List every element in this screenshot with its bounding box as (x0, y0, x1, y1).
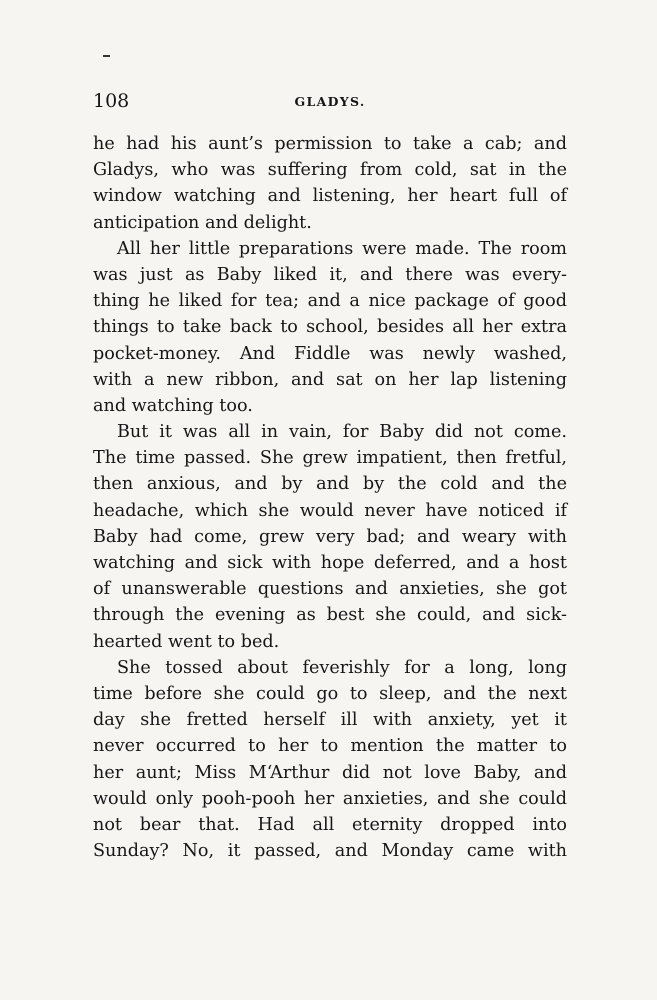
text-line: Baby had come, grew very bad; and weary with (93, 526, 567, 547)
text-line: Gladys, who was suffering from cold, sat in the (93, 160, 567, 181)
text-line: All her little preparations were made. The room (117, 238, 567, 259)
running-title: GLADYS. (294, 94, 366, 109)
text-line: was just as Baby liked it, and there was every- (93, 264, 567, 285)
text-line: day she fretted herself ill with anxiety, yet it (93, 710, 567, 731)
page-number: 108 (93, 90, 130, 112)
text-line: never occurred to her to mention the matter to (93, 736, 567, 757)
text-line: But it was all in vain, for Baby did not come. (117, 422, 567, 443)
text-line: She tossed about feverishly for a long, long (117, 657, 567, 678)
text-line: pocket-money. And Fiddle was newly washed, (93, 343, 567, 364)
text-line: time before she could go to sleep, and the next (93, 683, 567, 704)
text-line: he had his aunt’s permission to take a cab; and (93, 134, 567, 154)
paragraph (93, 419, 567, 655)
text-line: her aunt; Miss M‘Arthur did not love Baby, and (93, 762, 567, 783)
text-line: through the evening as best she could, and sick- (93, 605, 567, 626)
text-line: watching and sick with hope deferred, and a host (93, 553, 567, 573)
running-head (93, 89, 567, 115)
text-line: with a new ribbon, and sat on her lap listening (93, 369, 567, 390)
text-line: The time passed. She grew impatient, then fretful, (93, 448, 567, 469)
paragraph (93, 236, 567, 419)
text-line: things to take back to school, besides all her extra (93, 317, 567, 338)
text-line: then anxious, and by and by the cold and the (93, 474, 567, 495)
body-text (93, 131, 567, 864)
text-line: would only pooh-pooh her anxieties, and she could (93, 788, 567, 809)
text-line: and watching too. (93, 395, 253, 416)
text-line: of unanswerable questions and anxieties, she got (93, 579, 567, 600)
page-mark (103, 55, 110, 57)
text-line: anticipation and delight. (93, 212, 312, 233)
paragraph (93, 655, 567, 865)
text-line: Sunday? No, it passed, and Monday came with (93, 841, 567, 862)
text-line: window watching and listening, her heart full of (93, 186, 567, 207)
paragraph (93, 131, 567, 236)
text-line: headache, which she would never have noticed if (93, 500, 567, 521)
text-line: thing he liked for tea; and a nice package of good (93, 291, 567, 312)
text-line: not bear that. Had all eternity dropped into (93, 814, 567, 835)
text-line: hearted went to bed. (93, 631, 280, 652)
